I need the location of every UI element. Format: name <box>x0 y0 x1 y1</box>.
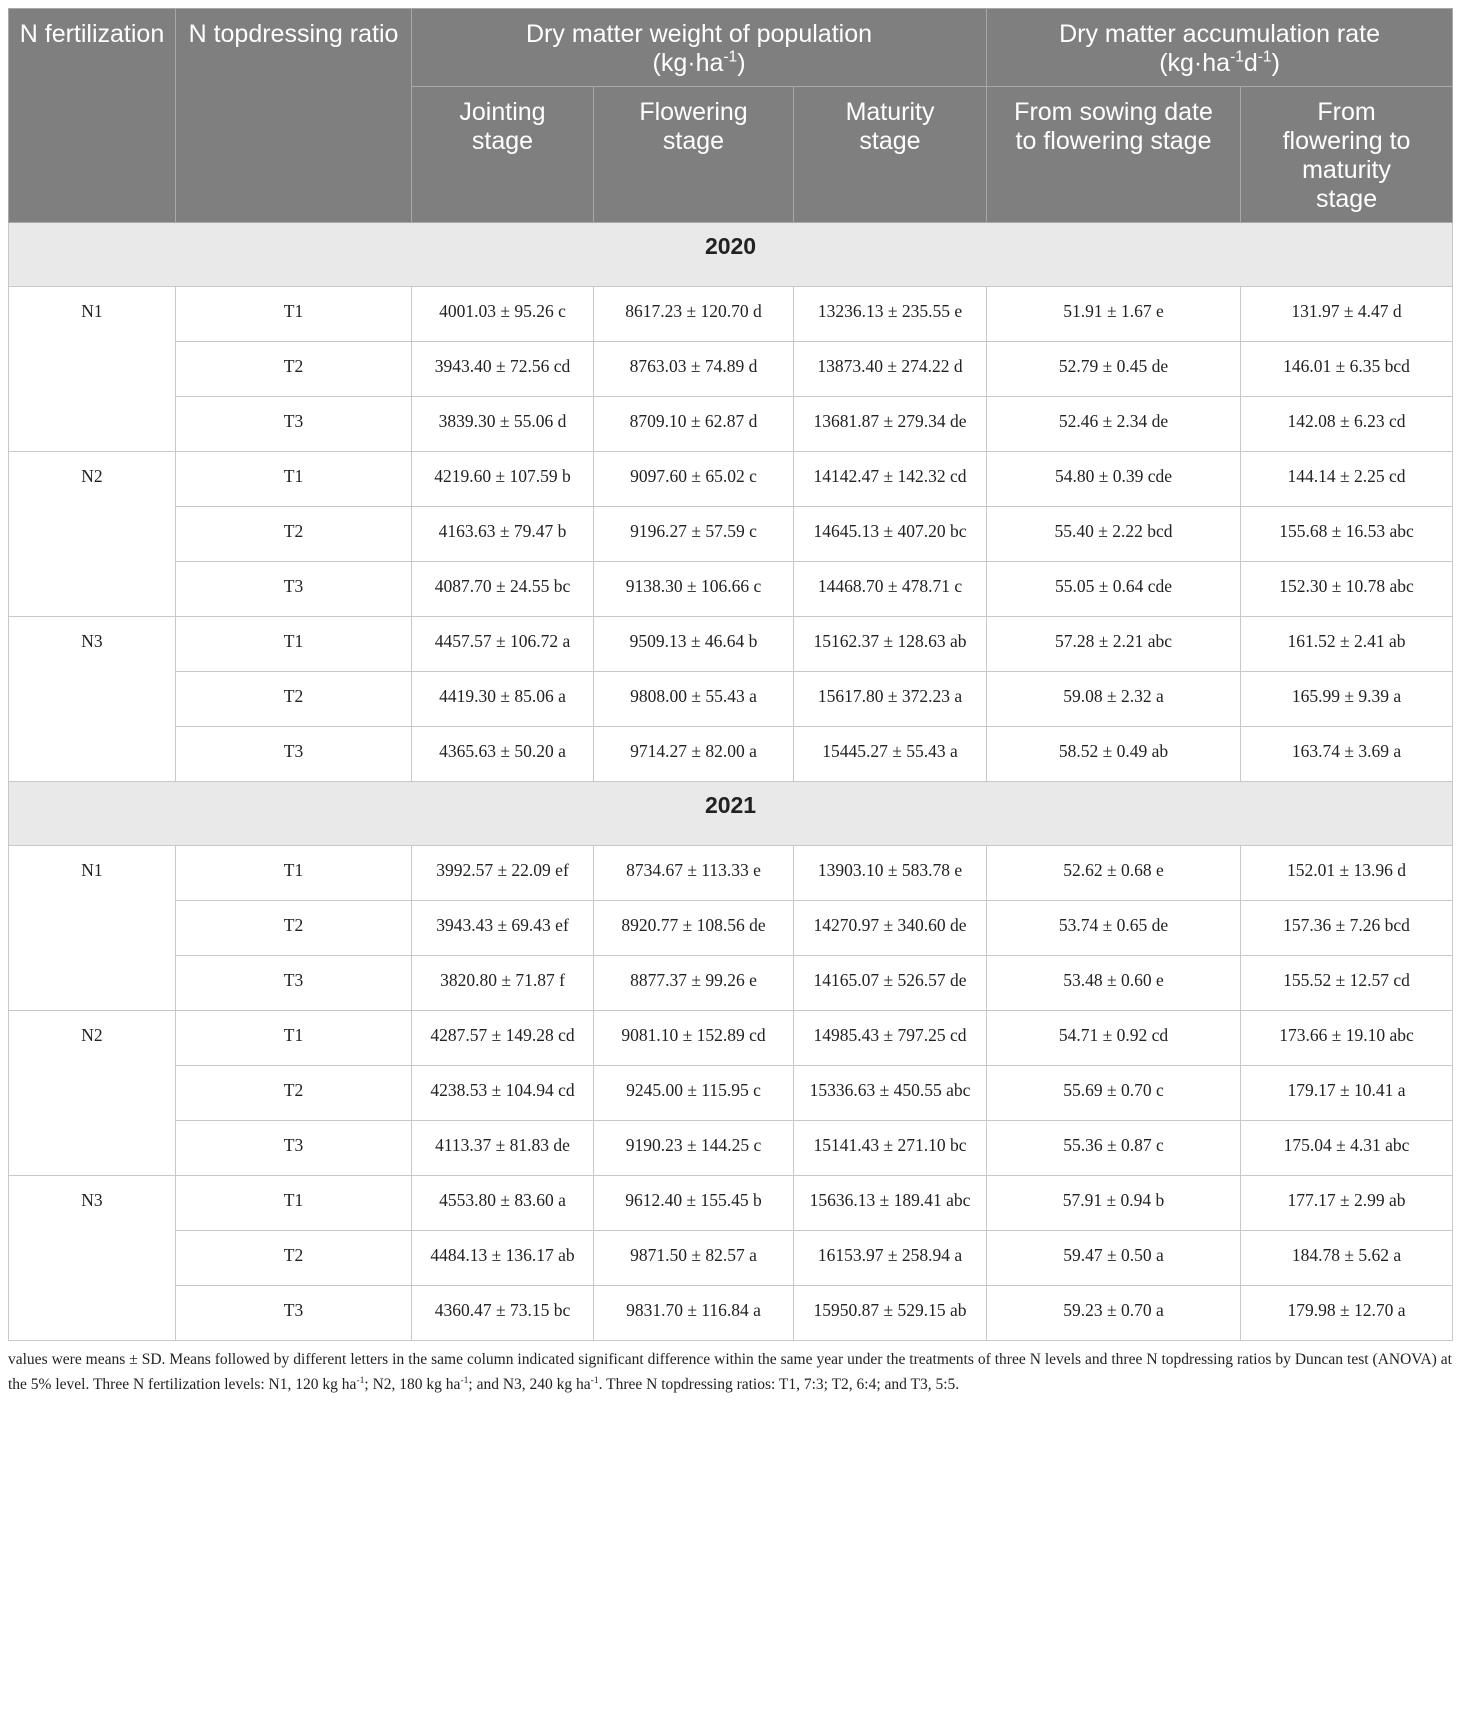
header-sowing-to-flowering: From sowing date to flowering stage <box>987 87 1241 223</box>
n-level-cell: N2 <box>9 1011 176 1176</box>
jointing-cell: 3992.57 ± 22.09 ef <box>412 846 594 901</box>
table-row <box>9 342 1453 397</box>
table-row <box>9 901 1453 956</box>
footnote-levels: Three N fertilization levels: N1, 120 kg $ha^{-1}$; N2, 180 kg $ha^{-1}$; and N3, 240 kg $ha^{-1}$. Three N topdressing ratios: T1, 7:3; T2, 6:4; and T3, 5:5. <box>92 1374 960 1393</box>
year-label: 2021 <box>9 782 1453 846</box>
rate-flowering-maturity-cell: 152.01 ± 13.96 d <box>1241 846 1453 901</box>
rate-flowering-maturity-cell: 161.52 ± 2.41 ab <box>1241 617 1453 672</box>
n-level-cell: N1 <box>9 846 176 1011</box>
rate-sowing-flowering-cell: 58.52 ± 0.49 ab <box>987 727 1241 782</box>
table-row <box>9 956 1453 1011</box>
table-footnote <box>8 1347 1452 1397</box>
ratio-cell: T3 <box>176 956 412 1011</box>
rate-flowering-maturity-cell: 155.52 ± 12.57 cd <box>1241 956 1453 1011</box>
flowering-cell: 9871.50 ± 82.57 a <box>594 1231 794 1286</box>
table-row <box>9 1066 1453 1121</box>
rate-sowing-flowering-cell: 55.69 ± 0.70 c <box>987 1066 1241 1121</box>
maturity-cell: 13903.10 ± 583.78 e <box>794 846 987 901</box>
ratio-cell: T2 <box>176 672 412 727</box>
ratio-cell: T2 <box>176 901 412 956</box>
n-level-cell: N2 <box>9 452 176 617</box>
table-row <box>9 507 1453 562</box>
rate-flowering-maturity-cell: 144.14 ± 2.25 cd <box>1241 452 1453 507</box>
rate-sowing-flowering-cell: 52.62 ± 0.68 e <box>987 846 1241 901</box>
year-row <box>9 223 1453 287</box>
jointing-cell: 4113.37 ± 81.83 de <box>412 1121 594 1176</box>
n-level-cell: N3 <box>9 617 176 782</box>
maturity-cell: 15445.27 ± 55.43 a <box>794 727 987 782</box>
rate-flowering-maturity-cell: 184.78 ± 5.62 a <box>1241 1231 1453 1286</box>
rate-flowering-maturity-cell: 142.08 ± 6.23 cd <box>1241 397 1453 452</box>
table-row <box>9 1011 1453 1066</box>
jointing-cell: 4457.57 ± 106.72 a <box>412 617 594 672</box>
rate-flowering-maturity-cell: 173.66 ± 19.10 abc <box>1241 1011 1453 1066</box>
table-header <box>9 9 1453 223</box>
flowering-cell: 8877.37 ± 99.26 e <box>594 956 794 1011</box>
ratio-cell: T3 <box>176 1286 412 1341</box>
rate-flowering-maturity-cell: 163.74 ± 3.69 a <box>1241 727 1453 782</box>
header-jointing-stage: Jointing stage <box>412 87 594 223</box>
jointing-cell: 4238.53 ± 104.94 cd <box>412 1066 594 1121</box>
ratio-cell: T2 <box>176 507 412 562</box>
rate-sowing-flowering-cell: 54.80 ± 0.39 cde <box>987 452 1241 507</box>
rate-flowering-maturity-cell: 175.04 ± 4.31 abc <box>1241 1121 1453 1176</box>
year-label: 2020 <box>9 223 1453 287</box>
n-level-cell: N3 <box>9 1176 176 1341</box>
header-dry-matter-weight-unit: $(kg\cdot ha^{-1})$ <box>652 48 746 77</box>
ratio-cell: T1 <box>176 1176 412 1231</box>
ratio-cell: T3 <box>176 1121 412 1176</box>
maturity-cell: 15336.63 ± 450.55 abc <box>794 1066 987 1121</box>
header-accumulation-rate-unit: $(kg\cdot ha^{-1}d^{-1})$ <box>1159 48 1280 77</box>
jointing-cell: 4553.80 ± 83.60 a <box>412 1176 594 1231</box>
table-row <box>9 1176 1453 1231</box>
flowering-cell: 8920.77 ± 108.56 de <box>594 901 794 956</box>
table-body <box>9 223 1453 1341</box>
maturity-cell: 16153.97 ± 258.94 a <box>794 1231 987 1286</box>
jointing-cell: 4484.13 ± 136.17 ab <box>412 1231 594 1286</box>
flowering-cell: 9196.27 ± 57.59 c <box>594 507 794 562</box>
flowering-cell: 9714.27 ± 82.00 a <box>594 727 794 782</box>
header-dry-matter-weight <box>412 9 987 87</box>
rate-sowing-flowering-cell: 53.74 ± 0.65 de <box>987 901 1241 956</box>
rate-sowing-flowering-cell: 55.36 ± 0.87 c <box>987 1121 1241 1176</box>
jointing-cell: 4360.47 ± 73.15 bc <box>412 1286 594 1341</box>
rate-sowing-flowering-cell: 59.47 ± 0.50 a <box>987 1231 1241 1286</box>
jointing-cell: 4087.70 ± 24.55 bc <box>412 562 594 617</box>
rate-sowing-flowering-cell: 54.71 ± 0.92 cd <box>987 1011 1241 1066</box>
n-level-cell: N1 <box>9 287 176 452</box>
header-maturity-stage: Maturity stage <box>794 87 987 223</box>
rate-flowering-maturity-cell: 165.99 ± 9.39 a <box>1241 672 1453 727</box>
ratio-cell: T2 <box>176 1231 412 1286</box>
maturity-cell: 14645.13 ± 407.20 bc <box>794 507 987 562</box>
table-container <box>8 8 1452 1397</box>
jointing-cell: 3820.80 ± 71.87 f <box>412 956 594 1011</box>
flowering-cell: 9612.40 ± 155.45 b <box>594 1176 794 1231</box>
jointing-cell: 4365.63 ± 50.20 a <box>412 727 594 782</box>
ratio-cell: T1 <box>176 452 412 507</box>
rate-flowering-maturity-cell: 131.97 ± 4.47 d <box>1241 287 1453 342</box>
header-accumulation-rate <box>987 9 1453 87</box>
rate-flowering-maturity-cell: 152.30 ± 10.78 abc <box>1241 562 1453 617</box>
ratio-cell: T1 <box>176 287 412 342</box>
jointing-cell: 4219.60 ± 107.59 b <box>412 452 594 507</box>
ratio-cell: T2 <box>176 342 412 397</box>
header-accumulation-rate-title: Dry matter accumulation rate <box>1059 20 1381 48</box>
rate-flowering-maturity-cell: 179.98 ± 12.70 a <box>1241 1286 1453 1341</box>
ratio-cell: T1 <box>176 617 412 672</box>
flowering-cell: 8617.23 ± 120.70 d <box>594 287 794 342</box>
maturity-cell: 13681.87 ± 279.34 de <box>794 397 987 452</box>
ratio-cell: T3 <box>176 727 412 782</box>
flowering-cell: 9190.23 ± 144.25 c <box>594 1121 794 1176</box>
year-row <box>9 782 1453 846</box>
rate-flowering-maturity-cell: 177.17 ± 2.99 ab <box>1241 1176 1453 1231</box>
jointing-cell: 4419.30 ± 85.06 a <box>412 672 594 727</box>
flowering-cell: 8734.67 ± 113.33 e <box>594 846 794 901</box>
table-row <box>9 846 1453 901</box>
header-dry-matter-weight-title: Dry matter weight of population <box>526 20 873 48</box>
flowering-cell: 9831.70 ± 116.84 a <box>594 1286 794 1341</box>
maturity-cell: 14468.70 ± 478.71 c <box>794 562 987 617</box>
table-row <box>9 1121 1453 1176</box>
rate-sowing-flowering-cell: 55.05 ± 0.64 cde <box>987 562 1241 617</box>
dry-matter-table <box>8 8 1453 1341</box>
maturity-cell: 15950.87 ± 529.15 ab <box>794 1286 987 1341</box>
maturity-cell: 15141.43 ± 271.10 bc <box>794 1121 987 1176</box>
header-flowering-stage: Flowering stage <box>594 87 794 223</box>
rate-sowing-flowering-cell: 57.91 ± 0.94 b <box>987 1176 1241 1231</box>
jointing-cell: 3839.30 ± 55.06 d <box>412 397 594 452</box>
ratio-cell: T1 <box>176 1011 412 1066</box>
flowering-cell: 9245.00 ± 115.95 c <box>594 1066 794 1121</box>
rate-flowering-maturity-cell: 155.68 ± 16.53 abc <box>1241 507 1453 562</box>
footnote-main: values were means ± SD. Means followed by different letters in the same column indicated significant difference within the same year under the treatments of three N levels and three N topdressing ratios by Duncan test (ANOVA) at the 5% level. <box>8 1351 1452 1393</box>
table-row <box>9 672 1453 727</box>
table-row <box>9 1286 1453 1341</box>
maturity-cell: 14142.47 ± 142.32 cd <box>794 452 987 507</box>
flowering-cell: 8763.03 ± 74.89 d <box>594 342 794 397</box>
rate-flowering-maturity-cell: 179.17 ± 10.41 a <box>1241 1066 1453 1121</box>
flowering-cell: 8709.10 ± 62.87 d <box>594 397 794 452</box>
rate-sowing-flowering-cell: 59.23 ± 0.70 a <box>987 1286 1241 1341</box>
maturity-cell: 14985.43 ± 797.25 cd <box>794 1011 987 1066</box>
table-row <box>9 617 1453 672</box>
maturity-cell: 15617.80 ± 372.23 a <box>794 672 987 727</box>
table-row <box>9 1231 1453 1286</box>
maturity-cell: 14270.97 ± 340.60 de <box>794 901 987 956</box>
flowering-cell: 9097.60 ± 65.02 c <box>594 452 794 507</box>
jointing-cell: 3943.43 ± 69.43 ef <box>412 901 594 956</box>
ratio-cell: T2 <box>176 1066 412 1121</box>
table-row <box>9 287 1453 342</box>
rate-sowing-flowering-cell: 52.79 ± 0.45 de <box>987 342 1241 397</box>
jointing-cell: 4001.03 ± 95.26 c <box>412 287 594 342</box>
maturity-cell: 14165.07 ± 526.57 de <box>794 956 987 1011</box>
table-row <box>9 397 1453 452</box>
rate-sowing-flowering-cell: 52.46 ± 2.34 de <box>987 397 1241 452</box>
header-n-topdressing-ratio: N topdressing ratio <box>176 9 412 223</box>
table-row <box>9 452 1453 507</box>
ratio-cell: T3 <box>176 397 412 452</box>
rate-sowing-flowering-cell: 55.40 ± 2.22 bcd <box>987 507 1241 562</box>
flowering-cell: 9138.30 ± 106.66 c <box>594 562 794 617</box>
maturity-cell: 15636.13 ± 189.41 abc <box>794 1176 987 1231</box>
maturity-cell: 13236.13 ± 235.55 e <box>794 287 987 342</box>
flowering-cell: 9808.00 ± 55.43 a <box>594 672 794 727</box>
jointing-cell: 4287.57 ± 149.28 cd <box>412 1011 594 1066</box>
table-row <box>9 727 1453 782</box>
flowering-cell: 9509.13 ± 46.64 b <box>594 617 794 672</box>
rate-sowing-flowering-cell: 51.91 ± 1.67 e <box>987 287 1241 342</box>
maturity-cell: 15162.37 ± 128.63 ab <box>794 617 987 672</box>
rate-sowing-flowering-cell: 59.08 ± 2.32 a <box>987 672 1241 727</box>
rate-flowering-maturity-cell: 146.01 ± 6.35 bcd <box>1241 342 1453 397</box>
rate-flowering-maturity-cell: 157.36 ± 7.26 bcd <box>1241 901 1453 956</box>
maturity-cell: 13873.40 ± 274.22 d <box>794 342 987 397</box>
flowering-cell: 9081.10 ± 152.89 cd <box>594 1011 794 1066</box>
rate-sowing-flowering-cell: 53.48 ± 0.60 e <box>987 956 1241 1011</box>
header-n-fertilization: N fertilization <box>9 9 176 223</box>
header-flowering-to-maturity: From flowering to maturity stage <box>1241 87 1453 223</box>
jointing-cell: 4163.63 ± 79.47 b <box>412 507 594 562</box>
ratio-cell: T1 <box>176 846 412 901</box>
table-row <box>9 562 1453 617</box>
jointing-cell: 3943.40 ± 72.56 cd <box>412 342 594 397</box>
ratio-cell: T3 <box>176 562 412 617</box>
rate-sowing-flowering-cell: 57.28 ± 2.21 abc <box>987 617 1241 672</box>
